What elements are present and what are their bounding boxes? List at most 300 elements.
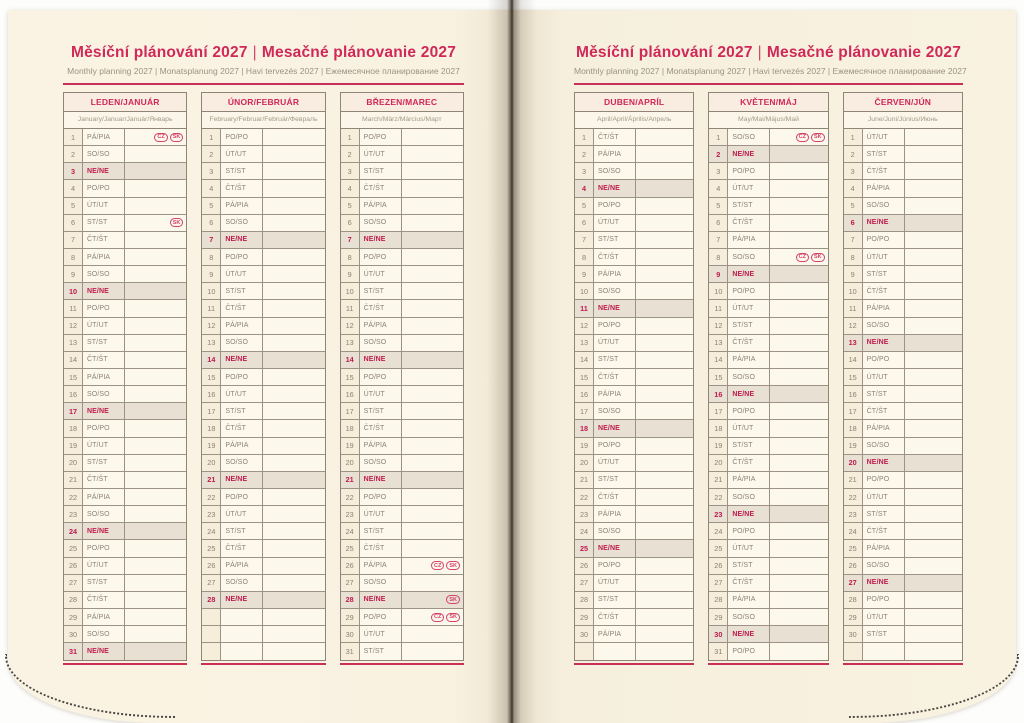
- day-number: 19: [202, 438, 221, 454]
- day-notes: [263, 386, 324, 402]
- day-number: 21: [844, 472, 863, 488]
- day-notes: [905, 558, 962, 574]
- day-number: 4: [844, 180, 863, 196]
- day-notes: [770, 300, 827, 316]
- day-abbrev: ÚT/UT: [863, 249, 905, 265]
- day-row: [844, 609, 962, 626]
- day-row: [575, 489, 693, 506]
- day-notes: [402, 386, 463, 402]
- day-abbrev: PO/PO: [83, 420, 125, 436]
- day-number: 2: [202, 146, 221, 162]
- day-notes: [905, 472, 962, 488]
- day-abbrev: ÚT/UT: [594, 455, 636, 471]
- day-row: [341, 472, 463, 489]
- day-abbrev: PO/PO: [594, 318, 636, 334]
- day-row: [202, 558, 324, 575]
- day-number: 23: [575, 506, 594, 522]
- day-abbrev: PO/PO: [83, 180, 125, 196]
- day-number: 14: [575, 352, 594, 368]
- day-abbrev: NE/NE: [83, 403, 125, 419]
- day-row: [202, 129, 324, 146]
- day-number: 20: [575, 455, 594, 471]
- day-abbrev: NE/NE: [83, 523, 125, 539]
- day-notes: [905, 215, 962, 231]
- day-row: [341, 180, 463, 197]
- day-number: 18: [844, 420, 863, 436]
- day-notes: [263, 540, 324, 556]
- day-row: [202, 489, 324, 506]
- day-notes: [402, 300, 463, 316]
- day-row: [844, 386, 962, 403]
- day-notes: [905, 335, 962, 351]
- day-abbrev: PÁ/PIA: [221, 438, 263, 454]
- day-abbrev: SO/SO: [863, 198, 905, 214]
- day-row: [202, 318, 324, 335]
- day-number: 26: [844, 558, 863, 574]
- page-right: [512, 10, 1016, 723]
- day-abbrev: PÁ/PIA: [594, 266, 636, 282]
- empty-row: [202, 609, 324, 626]
- day-row: [202, 352, 324, 369]
- day-row: [844, 266, 962, 283]
- day-abbrev: ÚT/UT: [83, 318, 125, 334]
- day-notes: [636, 215, 693, 231]
- day-number: 28: [709, 592, 728, 608]
- day-row: [709, 643, 827, 660]
- day-number: 3: [341, 163, 360, 179]
- day-row: [844, 249, 962, 266]
- day-abbrev: SO/SO: [360, 455, 402, 471]
- day-notes: [263, 506, 324, 522]
- month-table: [843, 92, 963, 665]
- day-number: 29: [575, 609, 594, 625]
- day-abbrev: ST/ST: [728, 198, 770, 214]
- day-abbrev: SO/SO: [594, 283, 636, 299]
- day-abbrev: [594, 643, 636, 660]
- day-number: 15: [341, 369, 360, 385]
- day-row: [844, 318, 962, 335]
- months-left-container: [63, 92, 464, 665]
- day-notes: [636, 300, 693, 316]
- day-row: [64, 180, 186, 197]
- day-notes: [263, 300, 324, 316]
- holiday-badge-cz-icon: CZ: [431, 561, 444, 570]
- day-notes: [770, 163, 827, 179]
- day-notes: [125, 540, 186, 556]
- day-abbrev: PÁ/PIA: [83, 129, 125, 145]
- holiday-badge-sk-icon: SK: [446, 613, 460, 622]
- day-number: 20: [844, 455, 863, 471]
- day-notes: [905, 300, 962, 316]
- day-abbrev: ST/ST: [221, 523, 263, 539]
- day-row: [844, 626, 962, 643]
- day-number: 21: [64, 472, 83, 488]
- day-abbrev: ČT/ŠT: [594, 369, 636, 385]
- day-row: [844, 335, 962, 352]
- day-number: 29: [341, 609, 360, 625]
- day-number: 1: [341, 129, 360, 145]
- day-notes: [770, 335, 827, 351]
- day-number: 11: [844, 300, 863, 316]
- day-number: 16: [202, 386, 221, 402]
- day-notes: [125, 472, 186, 488]
- day-number: 10: [341, 283, 360, 299]
- day-row: [202, 575, 324, 592]
- day-abbrev: ČT/ŠT: [594, 609, 636, 625]
- holiday-badge-sk-icon: SK: [446, 595, 460, 604]
- day-number: 19: [64, 438, 83, 454]
- day-abbrev: ST/ST: [221, 403, 263, 419]
- day-number: 14: [844, 352, 863, 368]
- day-number: [202, 643, 221, 660]
- day-row: [844, 215, 962, 232]
- month-header: DUBEN/APRÍL: [575, 93, 693, 112]
- day-row: [844, 129, 962, 146]
- day-row: [64, 266, 186, 283]
- day-notes: [636, 369, 693, 385]
- day-number: 28: [575, 592, 594, 608]
- day-notes: [636, 575, 693, 591]
- day-notes: [905, 180, 962, 196]
- day-row: [202, 163, 324, 180]
- day-row: [575, 352, 693, 369]
- day-abbrev: NE/NE: [221, 592, 263, 608]
- day-number: 23: [64, 506, 83, 522]
- day-abbrev: ČT/ŠT: [863, 523, 905, 539]
- header-rule: [574, 83, 963, 85]
- day-abbrev: NE/NE: [594, 300, 636, 316]
- day-notes: [125, 592, 186, 608]
- day-row: [575, 129, 693, 146]
- day-abbrev: ST/ST: [863, 506, 905, 522]
- month-languages: March/März/Március/Март: [341, 112, 463, 129]
- day-number: 17: [844, 403, 863, 419]
- day-row: [341, 609, 463, 626]
- day-number: 13: [64, 335, 83, 351]
- day-row: [64, 523, 186, 540]
- day-number: 16: [575, 386, 594, 402]
- day-row: [202, 369, 324, 386]
- day-notes: [636, 558, 693, 574]
- day-abbrev: ČT/ŠT: [594, 129, 636, 145]
- day-number: 19: [844, 438, 863, 454]
- day-notes: [402, 609, 463, 625]
- day-number: 17: [64, 403, 83, 419]
- day-notes: [125, 506, 186, 522]
- day-row: [64, 386, 186, 403]
- day-notes: [402, 129, 463, 145]
- day-abbrev: SO/SO: [863, 558, 905, 574]
- day-number: 24: [709, 523, 728, 539]
- day-abbrev: PO/PO: [863, 472, 905, 488]
- day-notes: [402, 575, 463, 591]
- day-notes: [770, 643, 827, 660]
- day-notes: [770, 249, 827, 265]
- day-notes: [636, 506, 693, 522]
- day-row: [64, 592, 186, 609]
- day-number: 12: [341, 318, 360, 334]
- day-abbrev: ST/ST: [83, 335, 125, 351]
- day-notes: [402, 506, 463, 522]
- months-right-container: [574, 92, 963, 665]
- day-number: 8: [64, 249, 83, 265]
- day-abbrev: ÚT/UT: [594, 575, 636, 591]
- day-row: [709, 318, 827, 335]
- day-row: [64, 506, 186, 523]
- day-row: [341, 335, 463, 352]
- day-number: 22: [64, 489, 83, 505]
- month-table: [63, 92, 187, 665]
- day-number: 6: [709, 215, 728, 231]
- day-row: [202, 403, 324, 420]
- day-abbrev: ST/ST: [728, 558, 770, 574]
- day-number: 16: [341, 386, 360, 402]
- day-notes: [770, 626, 827, 642]
- day-notes: [125, 455, 186, 471]
- day-number: 25: [202, 540, 221, 556]
- day-number: 26: [341, 558, 360, 574]
- day-abbrev: ČT/ŠT: [83, 352, 125, 368]
- day-notes: [905, 626, 962, 642]
- day-number: 15: [202, 369, 221, 385]
- day-notes: [125, 609, 186, 625]
- day-row: [575, 232, 693, 249]
- day-notes: [402, 180, 463, 196]
- day-notes: [125, 283, 186, 299]
- day-abbrev: SO/SO: [83, 506, 125, 522]
- day-row: [709, 163, 827, 180]
- day-number: 8: [341, 249, 360, 265]
- day-abbrev: ČT/ŠT: [221, 540, 263, 556]
- day-notes: [905, 592, 962, 608]
- day-row: [844, 352, 962, 369]
- day-row: [341, 215, 463, 232]
- day-number: 15: [575, 369, 594, 385]
- month-table: [708, 92, 828, 665]
- day-row: [341, 129, 463, 146]
- day-row: [709, 403, 827, 420]
- day-number: 15: [844, 369, 863, 385]
- day-abbrev: ST/ST: [360, 283, 402, 299]
- day-abbrev: PÁ/PIA: [360, 318, 402, 334]
- day-abbrev: PÁ/PIA: [83, 249, 125, 265]
- title-separator: |: [252, 44, 257, 61]
- day-number: 7: [709, 232, 728, 248]
- day-abbrev: ST/ST: [728, 438, 770, 454]
- day-number: 12: [575, 318, 594, 334]
- day-notes: [263, 626, 324, 642]
- day-notes: [263, 129, 324, 145]
- month-table: [201, 92, 325, 665]
- day-abbrev: PO/PO: [728, 283, 770, 299]
- day-abbrev: ÚT/UT: [863, 489, 905, 505]
- day-number: 13: [844, 335, 863, 351]
- day-row: [341, 369, 463, 386]
- day-row: [575, 146, 693, 163]
- month-underline: [201, 663, 325, 665]
- day-abbrev: NE/NE: [863, 335, 905, 351]
- day-number: 5: [341, 198, 360, 214]
- day-number: 4: [202, 180, 221, 196]
- day-number: 10: [575, 283, 594, 299]
- day-abbrev: PO/PO: [594, 558, 636, 574]
- day-notes: [770, 540, 827, 556]
- day-notes: [125, 180, 186, 196]
- day-notes: [402, 318, 463, 334]
- day-row: [341, 300, 463, 317]
- day-row: [575, 438, 693, 455]
- month-underline: [574, 663, 694, 665]
- holiday-badge-cz-icon: CZ: [154, 133, 167, 142]
- day-abbrev: NE/NE: [360, 472, 402, 488]
- day-number: 12: [64, 318, 83, 334]
- day-abbrev: PÁ/PIA: [360, 198, 402, 214]
- day-number: 25: [341, 540, 360, 556]
- day-number: 26: [64, 558, 83, 574]
- day-notes: [125, 352, 186, 368]
- day-abbrev: NE/NE: [728, 506, 770, 522]
- day-notes: [905, 489, 962, 505]
- day-abbrev: SO/SO: [594, 163, 636, 179]
- day-row: [341, 643, 463, 660]
- month-header: KVĚTEN/MÁJ: [709, 93, 827, 112]
- day-notes: [263, 352, 324, 368]
- day-row: [575, 523, 693, 540]
- day-notes: [402, 335, 463, 351]
- day-number: 20: [709, 455, 728, 471]
- day-abbrev: PÁ/PIA: [221, 318, 263, 334]
- day-number: 23: [709, 506, 728, 522]
- day-notes: [125, 489, 186, 505]
- day-number: 24: [575, 523, 594, 539]
- day-notes: [263, 592, 324, 608]
- month-languages: February/Februar/Február/Февраль: [202, 112, 324, 129]
- day-number: 22: [575, 489, 594, 505]
- day-notes: [263, 455, 324, 471]
- day-notes: [263, 609, 324, 625]
- day-abbrev: PÁ/PIA: [863, 300, 905, 316]
- month-languages: April/April/Április/Апрель: [575, 112, 693, 129]
- day-row: [64, 215, 186, 232]
- day-notes: [125, 438, 186, 454]
- day-row: [64, 352, 186, 369]
- day-abbrev: ČT/ŠT: [360, 540, 402, 556]
- day-number: 9: [575, 266, 594, 282]
- day-notes: [770, 575, 827, 591]
- day-row: [575, 180, 693, 197]
- day-abbrev: ÚT/UT: [83, 198, 125, 214]
- day-number: 24: [64, 523, 83, 539]
- day-number: 11: [709, 300, 728, 316]
- day-abbrev: SO/SO: [728, 609, 770, 625]
- page-subtitle: Monthly planning 2027 | Monatsplanung 2027 | Havi tervezés 2027 | Ежемесячное планирование 2027: [67, 66, 460, 76]
- day-notes: [125, 146, 186, 162]
- month-header: BŘEZEN/MAREC: [341, 93, 463, 112]
- day-abbrev: ST/ST: [594, 352, 636, 368]
- day-notes: [402, 369, 463, 385]
- day-number: 18: [575, 420, 594, 436]
- day-abbrev: NE/NE: [728, 626, 770, 642]
- day-notes: [125, 163, 186, 179]
- day-abbrev: NE/NE: [221, 352, 263, 368]
- day-abbrev: SO/SO: [728, 249, 770, 265]
- day-notes: [770, 232, 827, 248]
- day-abbrev: ST/ST: [728, 318, 770, 334]
- day-row: [709, 386, 827, 403]
- day-notes: [636, 626, 693, 642]
- day-abbrev: PO/PO: [728, 643, 770, 660]
- day-row: [202, 266, 324, 283]
- day-number: 22: [341, 489, 360, 505]
- day-notes: [636, 472, 693, 488]
- day-notes: [636, 180, 693, 196]
- day-abbrev: ST/ST: [221, 283, 263, 299]
- day-row: [575, 420, 693, 437]
- day-number: 7: [844, 232, 863, 248]
- day-notes: [636, 420, 693, 436]
- month-box: [63, 92, 187, 661]
- month-box: [574, 92, 694, 661]
- day-row: [709, 523, 827, 540]
- day-notes: [263, 146, 324, 162]
- day-number: 27: [341, 575, 360, 591]
- day-row: [202, 592, 324, 609]
- day-notes: [636, 523, 693, 539]
- day-notes: [402, 198, 463, 214]
- day-row: [202, 335, 324, 352]
- day-abbrev: [221, 643, 263, 660]
- day-notes: [402, 283, 463, 299]
- day-row: [64, 540, 186, 557]
- day-number: [202, 609, 221, 625]
- day-abbrev: ČT/ŠT: [594, 249, 636, 265]
- day-abbrev: ÚT/UT: [360, 146, 402, 162]
- day-abbrev: ÚT/UT: [863, 609, 905, 625]
- month-header: ÚNOR/FEBRUÁR: [202, 93, 324, 112]
- day-abbrev: SO/SO: [728, 129, 770, 145]
- day-number: 7: [64, 232, 83, 248]
- day-notes: [125, 249, 186, 265]
- day-row: [844, 163, 962, 180]
- day-row: [575, 558, 693, 575]
- day-row: [341, 146, 463, 163]
- day-row: [575, 335, 693, 352]
- day-number: 29: [709, 609, 728, 625]
- day-row: [64, 335, 186, 352]
- day-row: [844, 283, 962, 300]
- day-row: [202, 146, 324, 163]
- day-row: [709, 575, 827, 592]
- day-number: 9: [202, 266, 221, 282]
- day-notes: [770, 266, 827, 282]
- day-number: 16: [709, 386, 728, 402]
- day-abbrev: NE/NE: [360, 232, 402, 248]
- day-notes: [770, 489, 827, 505]
- day-notes: [770, 318, 827, 334]
- day-notes: [905, 129, 962, 145]
- day-number: 20: [341, 455, 360, 471]
- day-abbrev: ST/ST: [863, 386, 905, 402]
- day-number: 26: [709, 558, 728, 574]
- day-notes: [263, 283, 324, 299]
- day-number: 8: [709, 249, 728, 265]
- day-abbrev: ÚT/UT: [83, 558, 125, 574]
- day-row: [341, 455, 463, 472]
- day-number: 21: [202, 472, 221, 488]
- day-number: 11: [341, 300, 360, 316]
- day-number: 26: [575, 558, 594, 574]
- day-row: [575, 626, 693, 643]
